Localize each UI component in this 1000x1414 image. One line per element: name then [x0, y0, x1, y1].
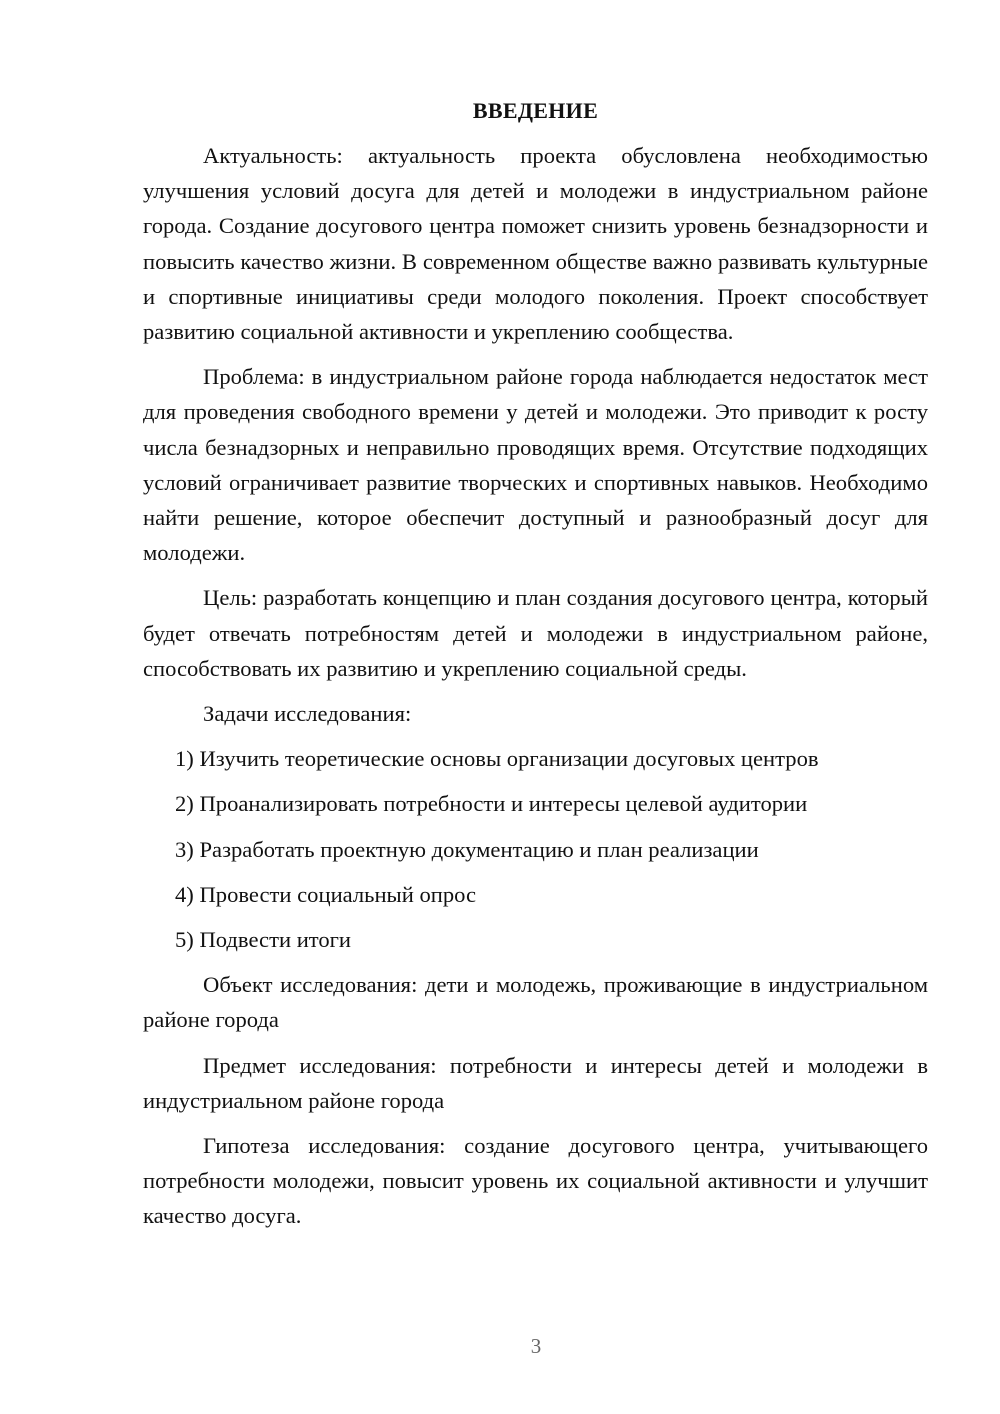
task-item: 2) Проанализировать потребности и интересы целевой аудитории: [175, 791, 808, 817]
page-content: [143, 96, 928, 1234]
paragraph-hypothesis: Гипотеза исследования: создание досугового центра, учитывающего потребности молодежи, повысит уровень их социальной активности и улучшит качество досуга.: [143, 1133, 928, 1229]
task-list: [143, 741, 928, 957]
tasks-heading: Задачи исследования:: [203, 701, 412, 727]
task-item: 1) Изучить теоретические основы организации досуговых центров: [175, 746, 819, 772]
section-title: ВВЕДЕНИЕ: [472, 98, 599, 123]
page-number: 3: [530, 1334, 542, 1358]
paragraph-relevance: Актуальность: актуальность проекта обусловлена необходимостью улучшения условий досуга для детей и молодежи в индустриальном районе города. Создание досугового центра поможет снизить уровень безнадзорности и повысить качество жизни. В современном обществе важно развивать культурные и спортивные инициативы среди молодого поколения. Проект способствует развитию социальной активности и укреплению сообщества.: [143, 143, 928, 345]
task-item: 5) Подвести итоги: [175, 927, 352, 953]
task-item: 3) Разработать проектную документацию и план реализации: [175, 836, 759, 862]
paragraph-object: Объект исследования: дети и молодежь, проживающие в индустриальном районе города: [143, 972, 928, 1033]
task-item: 4) Провести социальный опрос: [175, 881, 477, 907]
paragraph-problem: Проблема: в индустриальном районе города наблюдается недостаток мест для проведения свободного времени у детей и молодежи. Это приводит к росту числа безнадзорных и неправильно проводящих время. Отсутствие подходящих условий ограничивает развитие творческих и спортивных навыков. Необходимо найти решение, которое обеспечит доступный и разнообразный досуг для молодежи.: [143, 364, 928, 566]
paragraph-goal: Цель: разработать концепцию и план создания досугового центра, который будет отвечать потребностям детей и молодежи в индустриальном районе, способствовать их развитию и укреплению социальной среды.: [143, 585, 928, 681]
paragraph-subject: Предмет исследования: потребности и интересы детей и молодежи в индустриальном районе города: [143, 1052, 928, 1113]
